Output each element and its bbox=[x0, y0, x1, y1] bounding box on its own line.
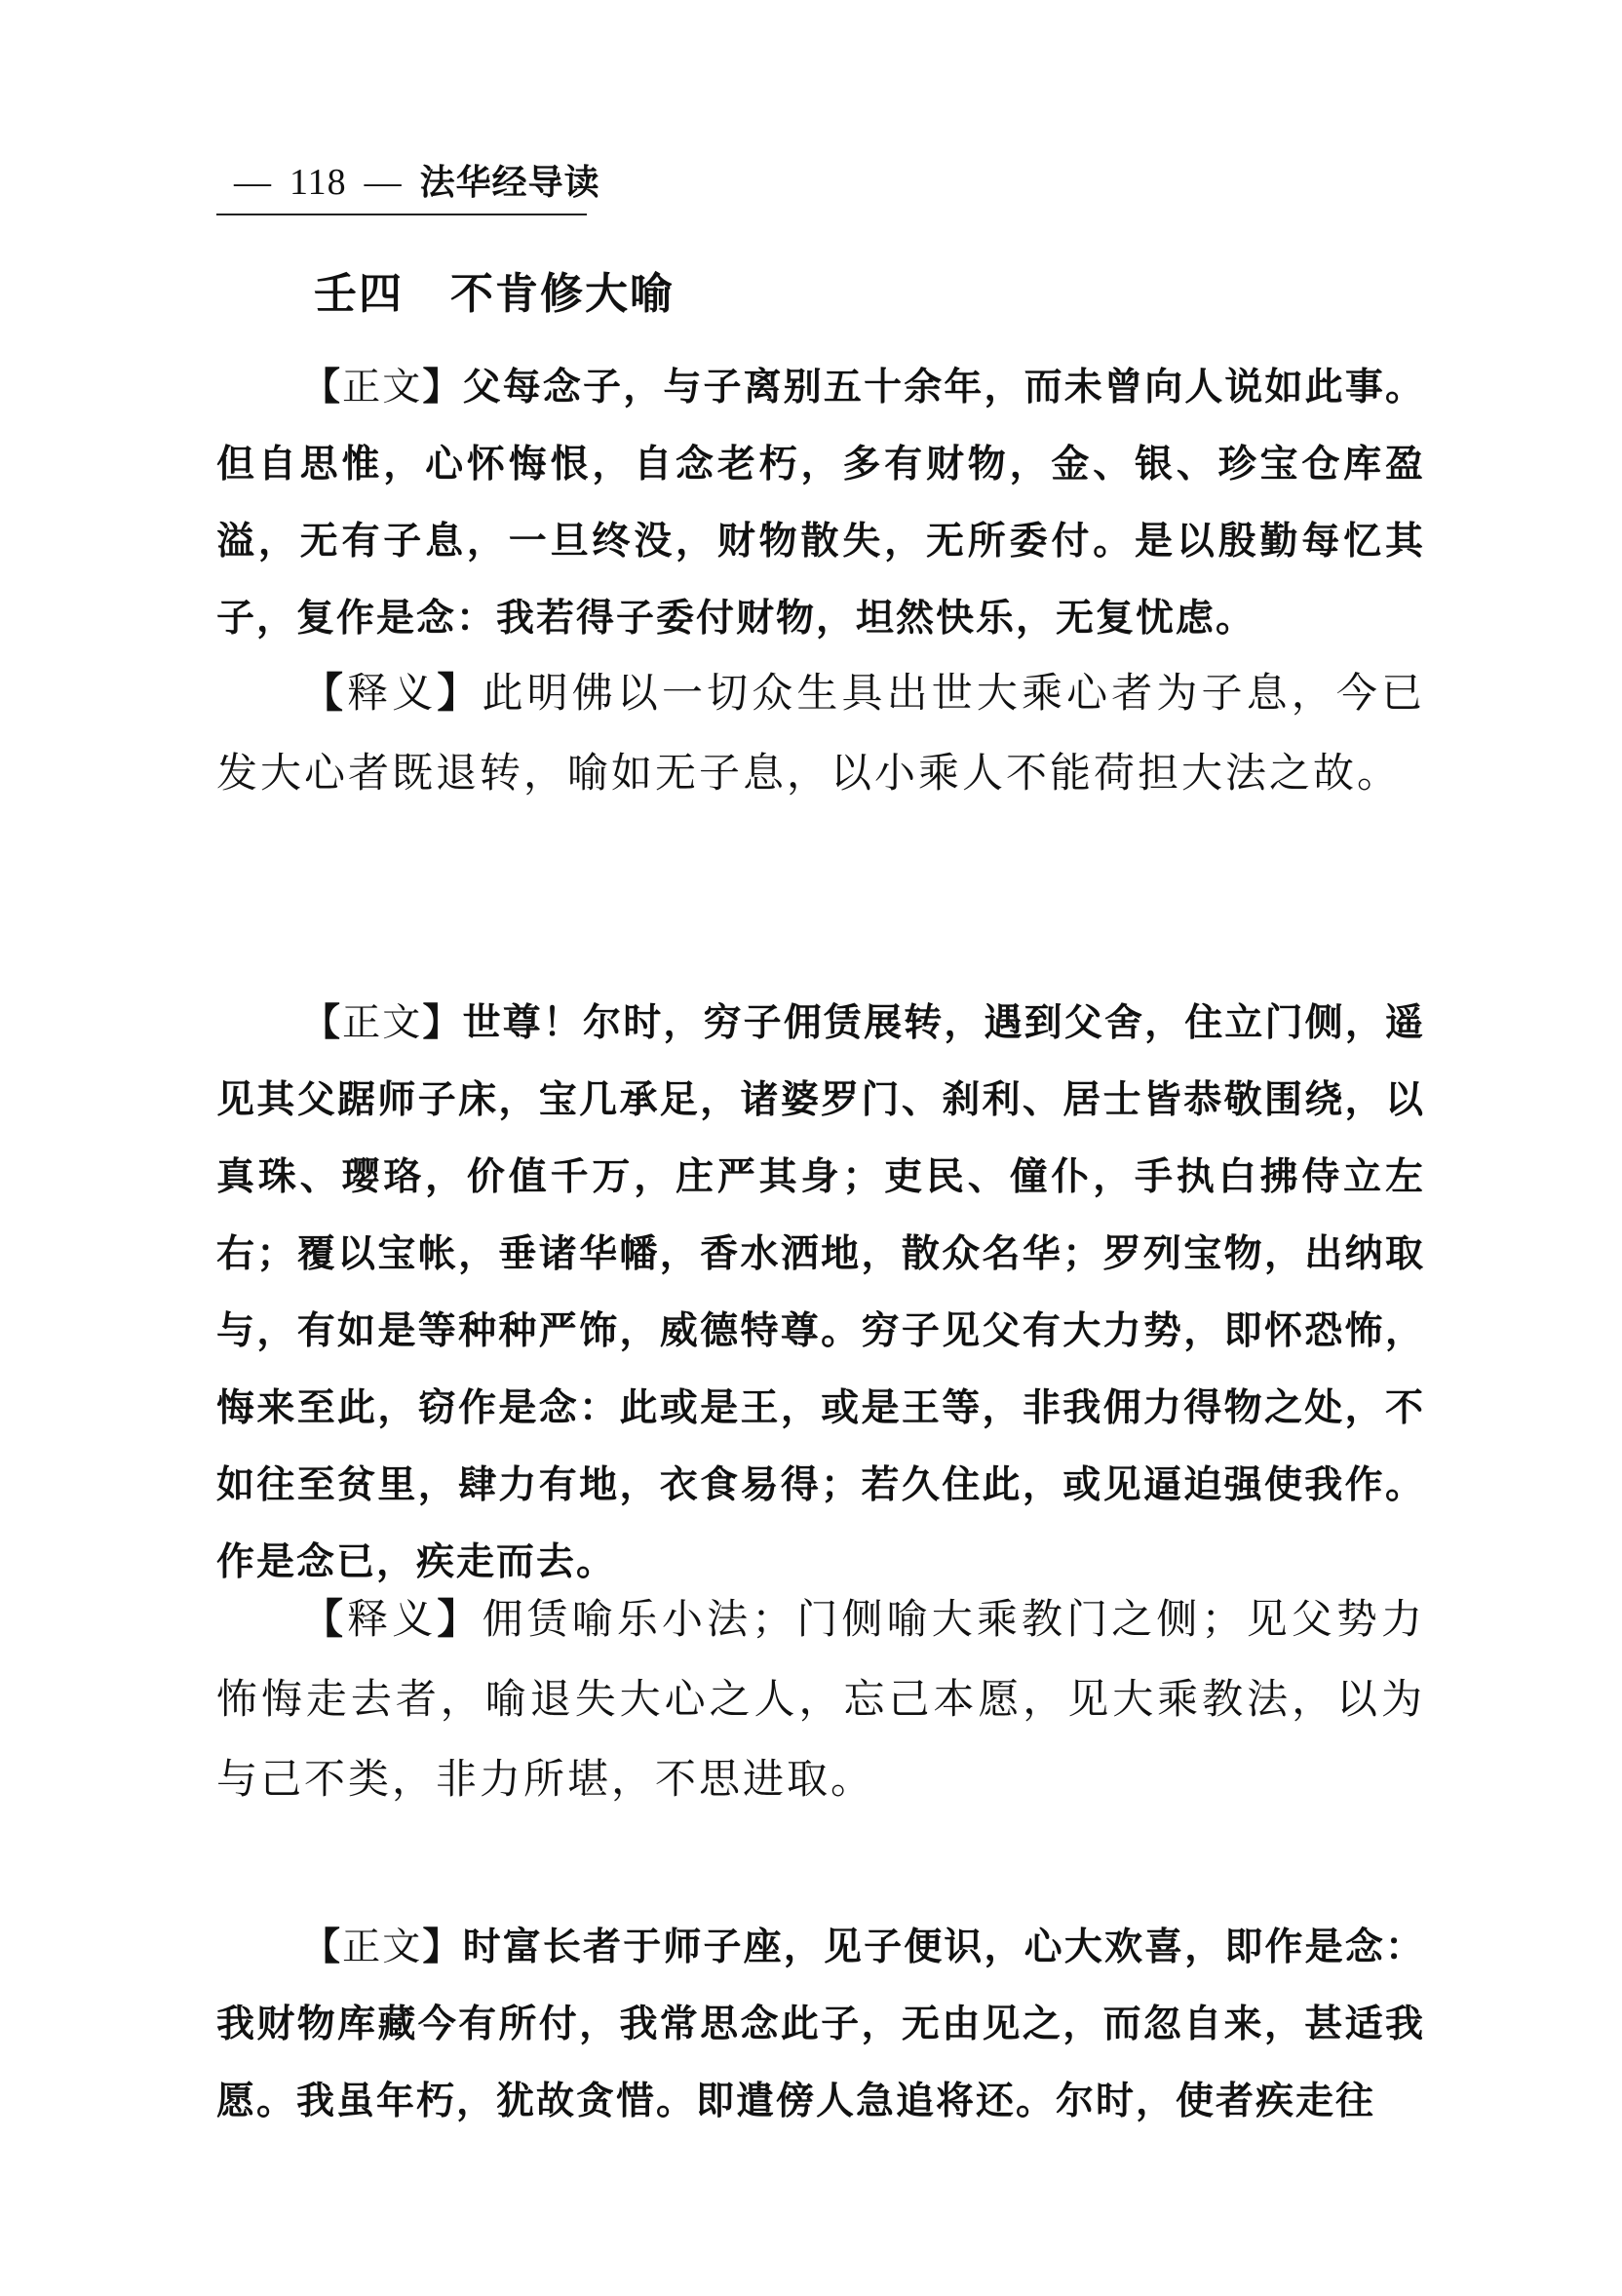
shiyi-tag: 【释义】 bbox=[302, 1595, 483, 1643]
paragraph-text: 时富长者于师子座，见子便识，心大欢喜，即作是念：我财物库藏今有所付，我常思念此子，无由见之，而忽自来，甚适我愿。我虽年朽，犹故贪惜。即遣傍人急追将还。尔时，使者疾走往 bbox=[216, 1926, 1425, 2123]
zhengwen-tag: 【正文】 bbox=[302, 366, 463, 409]
shiyi-paragraph-1 bbox=[216, 653, 1425, 813]
section-heading bbox=[314, 265, 675, 324]
header-dash-right: — bbox=[364, 162, 403, 203]
page-number: 118 bbox=[290, 162, 347, 203]
zhengwen-tag: 【正文】 bbox=[302, 1001, 463, 1045]
shiyi-tag: 【释义】 bbox=[302, 669, 483, 717]
running-header bbox=[216, 158, 600, 215]
zhengwen-paragraph-3 bbox=[216, 1909, 1425, 2140]
header-dash-left: — bbox=[234, 162, 272, 203]
book-title: 法华经导读 bbox=[419, 163, 600, 203]
section-number: 壬四 bbox=[314, 269, 404, 319]
paragraph-text: 世尊！尔时，穷子佣赁展转，遇到父舍，住立门侧，遥见其父踞师子床，宝几承足，诸婆罗门、刹利、居士皆恭敬围绕，以真珠、璎珞，价值千万，庄严其身；吏民、僮仆，手执白拂侍立左右；覆以宝帐，垂诸华幡，香水洒地，散众名华；罗列宝物，出纳取与，有如是等种种严饰，威德特尊。穷子见父有大力势，即怀恐怖，悔来至此，窃作是念：此或是王，或是王等，非我佣力得物之处，不如往至贫里，肆力有地，衣食易得；若久住此，或见逼迫强使我作。作是念已，疾走而去。 bbox=[216, 1001, 1425, 1584]
section-title-text: 不肯修大喻 bbox=[450, 269, 675, 319]
zhengwen-paragraph-2 bbox=[216, 985, 1425, 1601]
zhengwen-paragraph-1 bbox=[216, 349, 1425, 657]
shiyi-paragraph-2 bbox=[216, 1579, 1425, 1819]
paragraph-text: 此明佛以一切众生具出世大乘心者为子息，今已发大心者既退转，喻如无子息，以小乘人不能荷担大法之故。 bbox=[216, 669, 1425, 797]
paragraph-text: 佣赁喻乐小法；门侧喻大乘教门之侧；见父势力怖悔走去者，喻退失大心之人，忘己本愿，见大乘教法，以为与己不类，非力所堪，不思进取。 bbox=[216, 1595, 1425, 1803]
paragraph-text: 父每念子，与子离别五十余年，而未曾向人说如此事。但自思惟，心怀悔恨，自念老朽，多有财物，金、银、珍宝仓库盈溢，无有子息，一旦终没，财物散失，无所委付。是以殷勤每忆其子，复作是念：我若得子委付财物，坦然快乐，无复忧虑。 bbox=[216, 366, 1425, 641]
zhengwen-tag: 【正文】 bbox=[302, 1926, 463, 1969]
